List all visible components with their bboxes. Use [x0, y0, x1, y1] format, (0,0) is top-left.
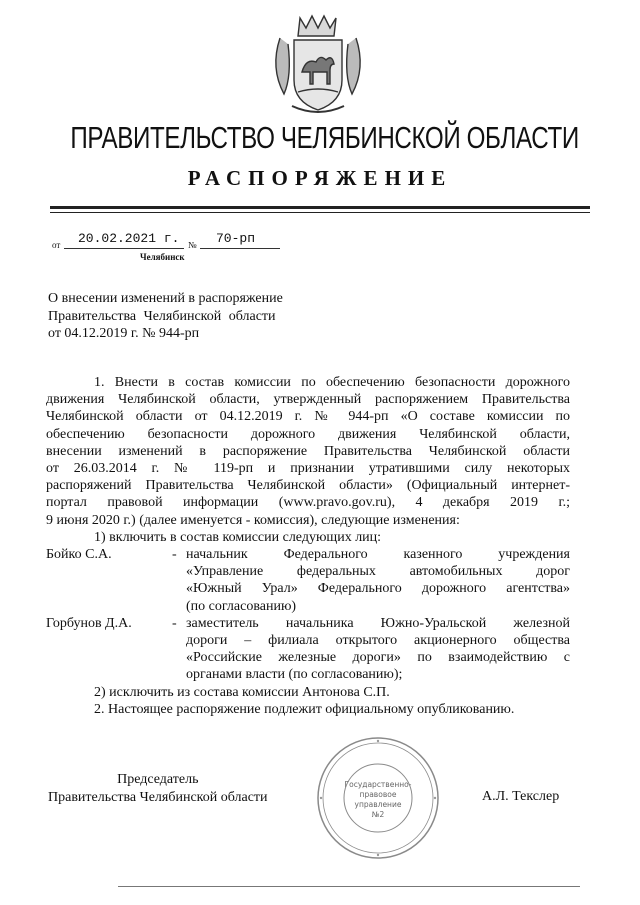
position-line: дороги – филиала открытого акционерного общества — [186, 633, 570, 649]
position-line: заместитель начальника Южно-Уральской железной — [186, 615, 570, 631]
signatory-title-line: Правительства Челябинской области — [48, 789, 268, 805]
date-prefix: от — [52, 240, 61, 250]
body-line: распоряжений Правительства Челябинской области» (Официальный интернет- — [46, 478, 570, 494]
number-prefix: № — [188, 240, 197, 250]
seal-text: правовое — [359, 790, 397, 799]
number-underline — [200, 248, 280, 249]
position-line: (по согласованию) — [186, 598, 297, 614]
seal-text: Государственно- — [344, 780, 412, 789]
document-body — [46, 374, 570, 718]
position-line: органами власти (по согласованию); — [186, 667, 403, 683]
document-type-heading: РАСПОРЯЖЕНИЕ — [187, 166, 453, 190]
paragraph-1 — [46, 374, 570, 529]
member-entry — [46, 546, 570, 615]
official-seal-stamp — [315, 735, 441, 861]
document-number: 70-рп — [216, 231, 256, 246]
coat-of-arms-emblem — [262, 10, 374, 122]
member-position — [186, 546, 570, 615]
member-entry — [46, 615, 570, 684]
subject-line: от 04.12.2019 г. № 944-рп — [48, 326, 200, 341]
header-rule-thick — [50, 206, 590, 209]
sub-item-1: 1) включить в состав комиссии следующих лиц: — [94, 529, 382, 545]
position-line: «Южный Урал» Федерального дорожного агентства» — [186, 581, 570, 597]
signatory-title-line: Председатель — [117, 772, 199, 787]
body-line: движения Челябинской области, утвержденный распоряжением Правительства — [46, 392, 570, 408]
sub-item-2: 2) исключить из состава комиссии Антонова С.П. — [94, 684, 390, 700]
government-title: ПРАВИТЕЛЬСТВО ЧЕЛЯБИНСКОЙ ОБЛАСТИ — [70, 120, 579, 155]
body-line: Челябинской области от 04.12.2019 г. № 944-рп «О составе комиссии по — [46, 409, 570, 425]
member-dash: - — [172, 615, 177, 631]
member-name: Горбунов Д.А. — [46, 615, 132, 631]
date-underline — [64, 248, 184, 249]
member-position — [186, 615, 570, 684]
signatory-title — [48, 771, 268, 806]
body-line: внесении изменений в распоряжение Правительства Челябинской области — [46, 443, 570, 459]
body-line: обеспечению безопасности дорожного движения Челябинской области, — [46, 426, 570, 442]
seal-text: №2 — [371, 810, 385, 819]
subject-line: Правительства Челябинской области — [48, 308, 276, 324]
body-line: 9 июня 2020 г.) (далее именуется - комиссия), следующие изменения: — [46, 512, 460, 528]
footer-rule — [118, 886, 580, 887]
body-line: портал правовой информации (www.pravo.gov.ru), 4 декабря 2019 г.; — [46, 495, 570, 511]
document-date: 20.02.2021 г. — [78, 231, 180, 246]
member-name: Бойко С.А. — [46, 547, 112, 563]
seal-text: управление — [354, 800, 402, 809]
subject-line: О внесении изменений в распоряжение — [48, 291, 283, 306]
position-line: «Российские железные дороги» по взаимодействию с — [186, 650, 570, 666]
header-rule-thin — [50, 212, 590, 213]
signatory-name: А.Л. Текслер — [482, 789, 560, 804]
position-line: начальник Федерального казенного учреждения — [186, 547, 570, 563]
member-dash: - — [172, 547, 177, 563]
document-subject — [48, 290, 283, 343]
position-line: «Управление федеральных автомобильных дорог — [186, 564, 570, 580]
body-line: от 26.03.2014 г. № 119-рп и признании утратившими силу некоторых — [46, 461, 570, 477]
city-label: Челябинск — [140, 252, 185, 262]
body-line: 1. Внести в состав комиссии по обеспечению безопасности дорожного — [94, 375, 570, 390]
paragraph-2: 2. Настоящее распоряжение подлежит официальному опубликованию. — [94, 701, 515, 717]
